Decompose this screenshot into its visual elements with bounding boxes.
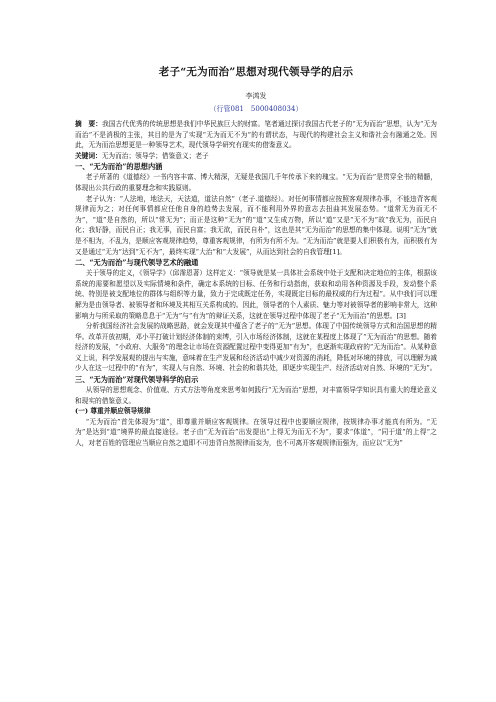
keywords <box>75 151 437 162</box>
section-2-paragraph-2: 分析我国经济社会发展的战略思路，就会发现其中蕴含了老子的“无为”思想。体现了中国传统领导方式和治国思想的精华。改革开放初期，邓小平打破计划经济体制的束缚，引入市场经济体制，这就在某程度上体现了“无为而治”的思想。随着经济的发展，“小政府、大服务”的理念让市场在资源配置过程中变得更加“有为”，也逐渐实现政府的“无为而治”。从某种意义上说，科学发展观的提出与实施，意味着在生产发展和经济活动中减少对资源的消耗，降低对环境的排放，可以理解为减少人在这一过程中的“有为”，实现人与自然、环境、社会的和谐共处，即逐步实现生产、经济活动对自然、环境的“无为”。 <box>75 322 437 373</box>
keywords-label: 关键词： <box>75 151 102 160</box>
section-3-paragraph-1: 从领导的思想观念、价值观、方式方法等角度来思考如何践行“无为而治”思想，对丰富领导学知识具有重大的理论意义和现实的借鉴意义。 <box>75 386 437 405</box>
section-2-paragraph-1: 关于领导的定义，《领导学》（邱霈恩著）这样定义：“领导就是某一具体社会系统中处于支配和决定地位的主体，根据该系统的需要和愿望以及实际情境和条件，确定本系统的目标、任务和行动指南，获取和动用各种资源及手段，发动整个系统、特别是被支配地位的群体与组织等力量，致力于完成既定任务，实现既定目标的最权威的行为过程”。从中我们可以理解为是由领导者、被领导者和环境及其相互关系构成的。因此，领导者的个人素质、魅力等对被领导者的影响非常大，这种影响力与所采取的策略息息于“无为”与“有为”的辩证关系，这就在领导过程中体现了老子“无为而治”的思想。[3] <box>75 269 437 320</box>
abstract-text: 我国古代优秀的传统思想是我们中华民族巨大的财富。笔者通过探讨我国古代老子的“无为而治”思想，认为“无为而治”不是消极的主张，其目的是为了实现“无为而无不为”的有谓状态，与现代的构建社会主义和谐社会有融通之处。因此，无为而治思想更是一种领导艺术，现代领导学研究有现实的借鉴意义。 <box>75 120 437 150</box>
section-3-heading: 三、“无为而治”对现代领导科学的启示 <box>75 375 199 385</box>
section-3-subheading-1: (一) 尊重并顺应领导规律 <box>75 407 151 416</box>
abstract <box>75 119 437 151</box>
section-2-heading: 二、“无为而治”与现代领导艺术的融通 <box>75 258 199 268</box>
author-code: （行管081 5000408034） <box>209 105 303 113</box>
section-3-paragraph-2: “无为而治”首先体现为“道”，即尊重并顺应客观规律。在领导过程中也要顺应规律，按规律办事才能真有所为。“无为”是达到“道”境界的最直接途径。老子由“无为而治”出发提出“上得无为而无不为”，要求“体道”，“同于道”的上得“之人，对老百姓的管理应当顺应自然之道即不可违背自然规律而妄为，也不可离开客观规律而强为，而应以“无为” <box>75 417 437 448</box>
author-name: 李鸿发 <box>245 92 267 100</box>
section-1-paragraph-2: 老子认为：“人法地，地法天，天法道，道法自然”（老子.道德经）。对任何事情都应按照客观规律办事，不能违背客观规律而为之；对任何事情都应任他自身的趋势去发展，而不能利用外界的意志去扭曲其发展态势。“道常无为而无不为”，“道”是自然的，所以“常无为”；而正是这种“无为”的“道”又生成万物，所以“道”又是“无不为”故“我无为，而民自化；我好静，而民自正；我无事，而民自富；我无欲，而民自朴”，这也是其“无为而治”的思想的集中体现。说明“无为”就是不相为，不乱为，是顺应客观规律趋势，尊重客观规律，有所为有所不为。“无为而治”就是要人们积极有为，而积极有为又是通过“无为”达到“无不为”，最终实现“大治”和“大发展”，从而达到社会的自我管理[1]。 <box>75 194 437 256</box>
keywords-text: 无为而治；领导学；借鉴意义；老子 <box>101 151 209 160</box>
section-1-heading: 一、“无为而治”的思想内涵 <box>75 162 163 172</box>
abstract-label: 摘 要： <box>75 120 103 128</box>
section-1-paragraph-1: 老子所著的《道德经》一书内容丰富、博大精深，无疑是我国几千年传承下来的瑰宝。“无为而治”是贯穿全书的精髓，体现出公共行政的重要理念和实践原则。 <box>75 173 437 192</box>
paper-title: 老子“无为而治”思想对现代领导学的启示 <box>158 66 354 78</box>
